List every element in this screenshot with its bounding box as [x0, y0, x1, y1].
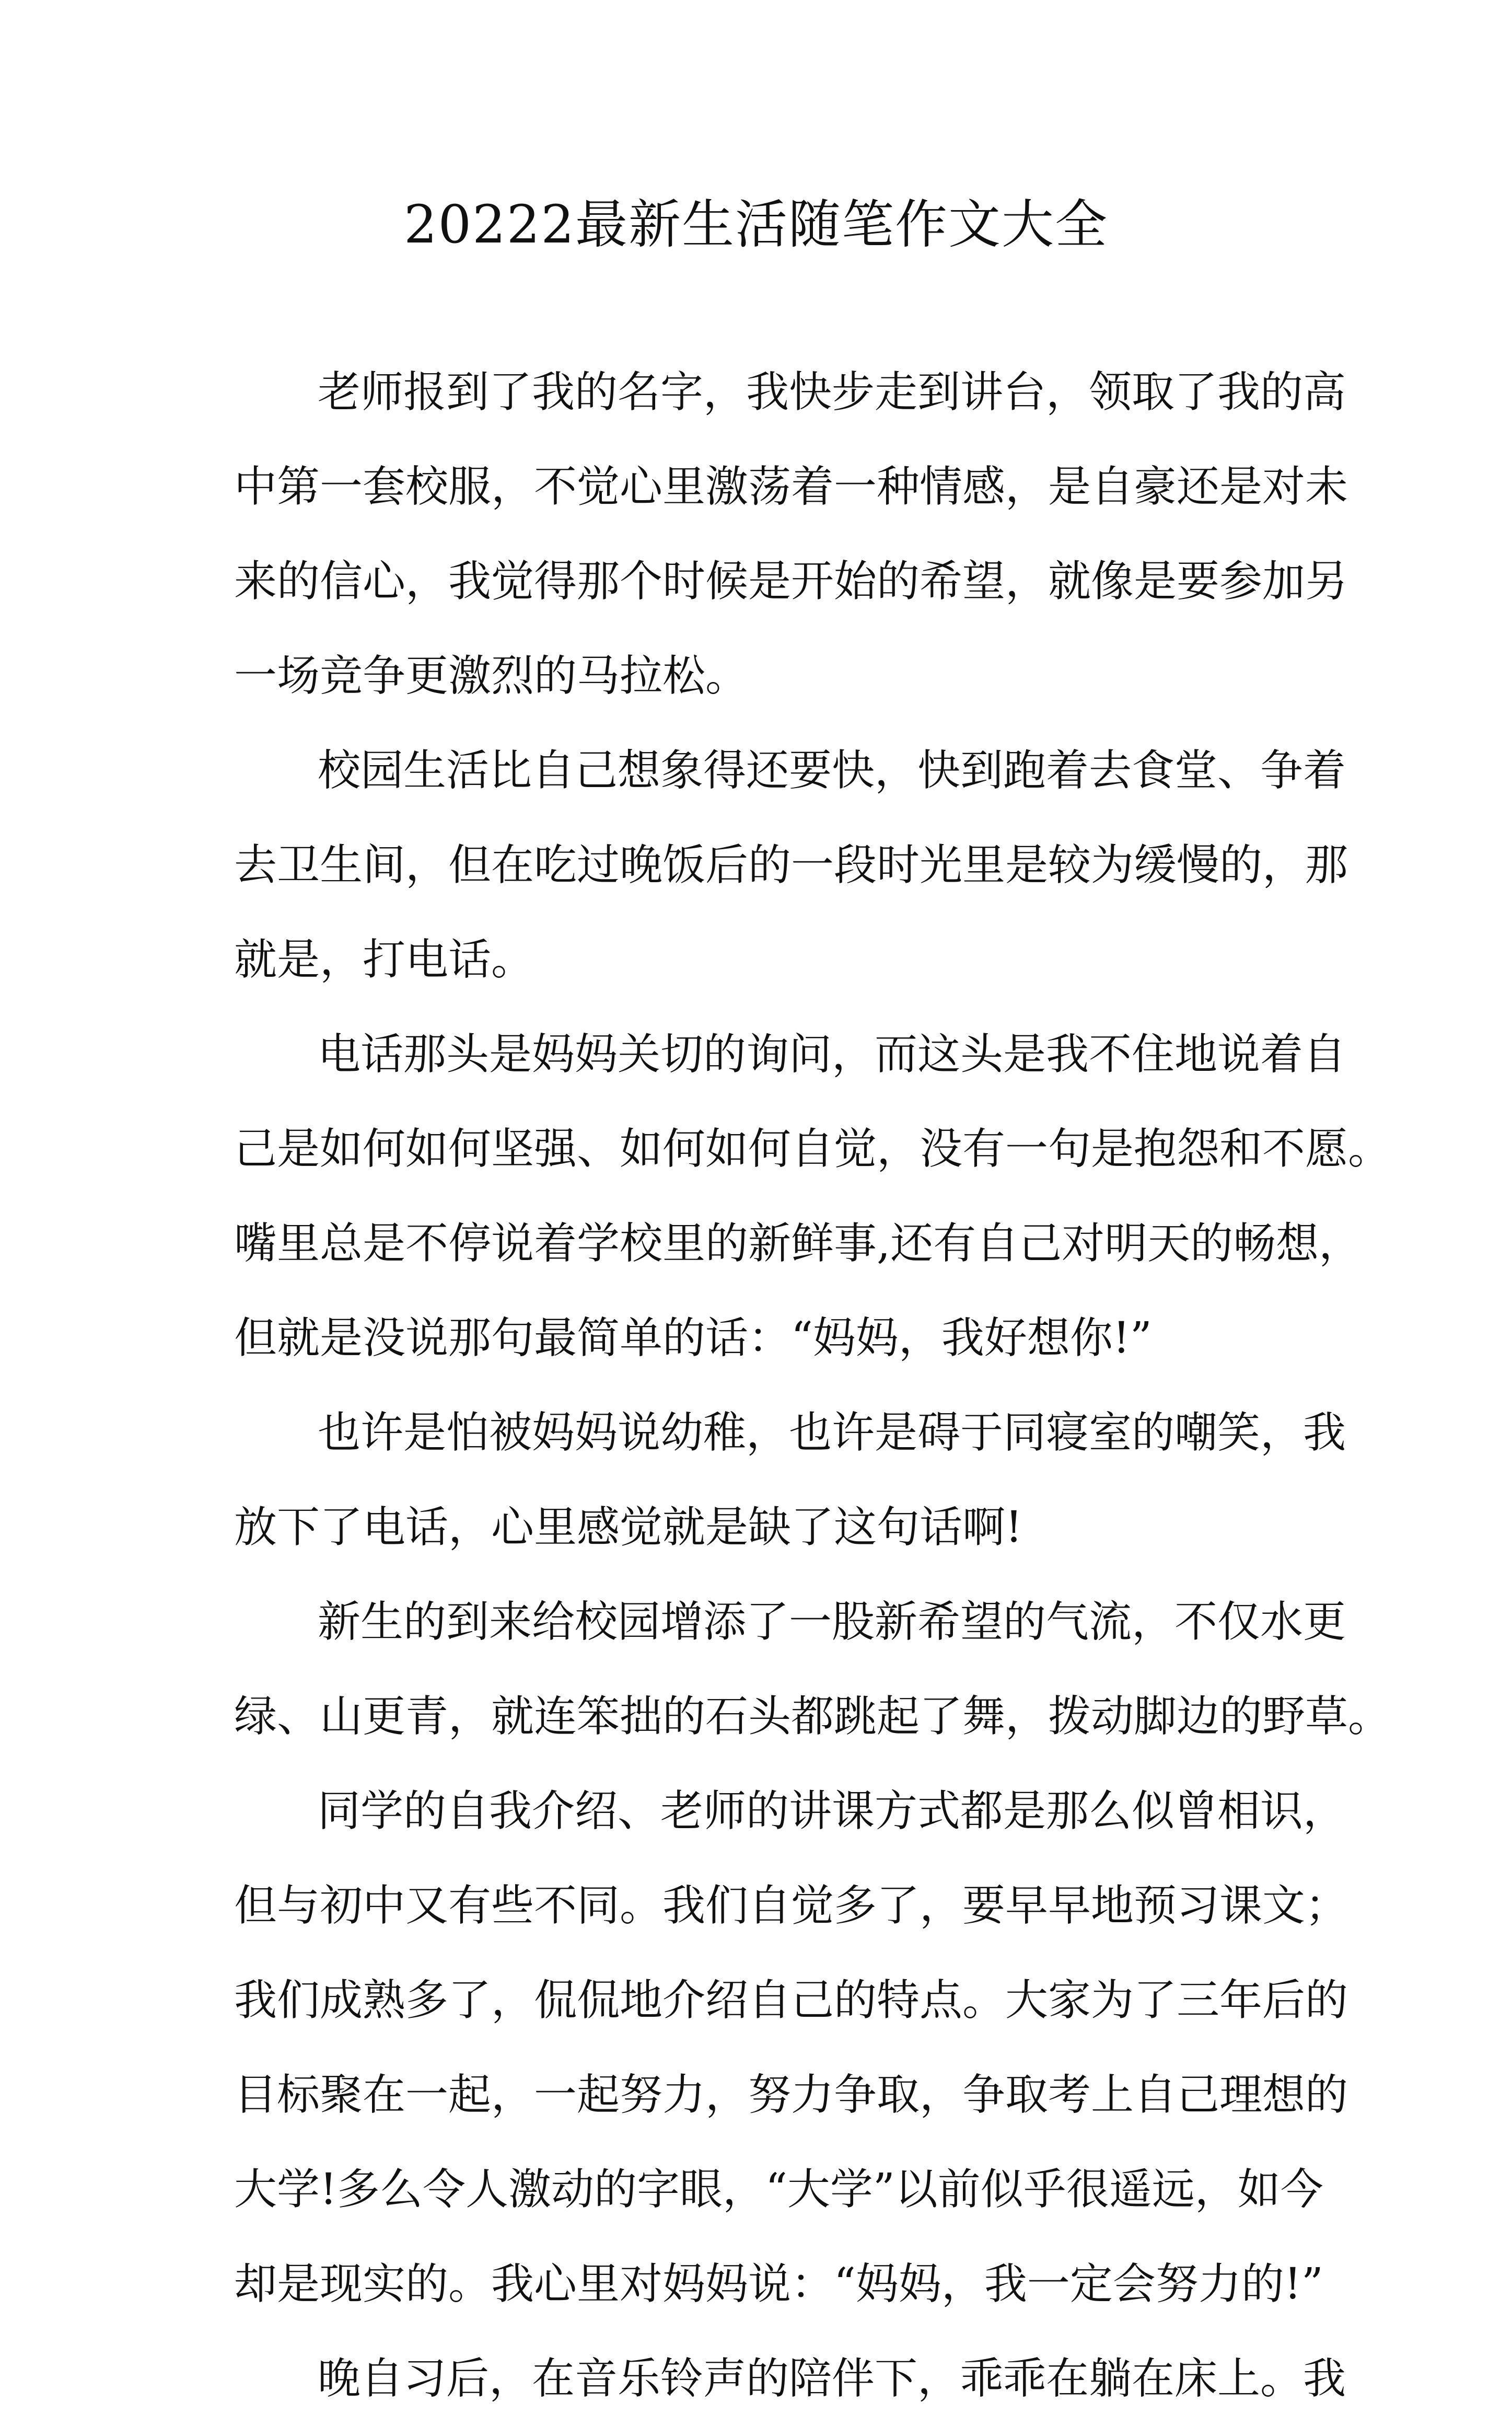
text-line: 去卫生间，但在吃过晚饭后的一段时光里是较为缓慢的，那 [234, 840, 1348, 890]
text-line: 但与初中又有些不同。我们自觉多了，要早早地预习课文； [234, 1881, 1348, 1931]
document-title: 20222最新生活随笔作文大全 [403, 194, 1109, 255]
text-line: 目标聚在一起，一起努力，努力争取，争取考上自己理想的 [234, 2070, 1348, 2120]
text-line: 但就是没说那句最简单的话：“妈妈，我好想你!” [234, 1313, 1152, 1363]
text-line: 校园生活比自己想象得还要快，快到跑着去食堂、争着 [318, 746, 1346, 795]
text-line: 老师报到了我的名字，我快步走到讲台，领取了我的高 [318, 367, 1346, 417]
text-line: 绿、山更青，就连笨拙的石头都跳起了舞，拨动脚边的野草。 [234, 1692, 1391, 1741]
text-line: 也许是怕被妈妈说幼稚，也许是碍于同寝室的嘲笑，我 [318, 1408, 1346, 1458]
text-line: 我们成熟多了，侃侃地介绍自己的特点。大家为了三年后的 [234, 1976, 1348, 2025]
text-line: 中第一套校服，不觉心里激荡着一种情感，是自豪还是对未 [234, 462, 1348, 512]
text-line: 大学!多么令人激动的字眼，“大学”以前似乎很遥远，如今 [234, 2165, 1323, 2214]
text-line: 新生的到来给校园增添了一股新希望的气流，不仅水更 [318, 1597, 1346, 1647]
document-body [234, 345, 1391, 2426]
text-line: 来的信心，我觉得那个时候是开始的希望，就像是要参加另 [234, 557, 1348, 606]
text-line: 就是，打电话。 [234, 935, 534, 985]
text-line: 嘴里总是不停说着学校里的新鲜事,还有自己对明天的畅想， [234, 1219, 1362, 1268]
text-line: 己是如何如何坚强、如何如何自觉，没有一句是抱怨和不愿。 [234, 1124, 1391, 1174]
text-line: 放下了电话，心里感觉就是缺了这句话啊! [234, 1503, 1022, 1552]
text-line: 同学的自我介绍、老师的讲课方式都是那么似曾相识， [318, 1786, 1346, 1836]
text-line: 一场竞争更激烈的马拉松。 [234, 651, 749, 701]
text-line: 却是现实的。我心里对妈妈说：“妈妈，我一定会努力的!” [234, 2259, 1323, 2309]
text-line: 晚自习后，在音乐铃声的陪伴下，乖乖在躺在床上。我 [318, 2354, 1346, 2404]
text-line: 电话那头是妈妈关切的询问，而这头是我不住地说着自 [318, 1030, 1346, 1079]
